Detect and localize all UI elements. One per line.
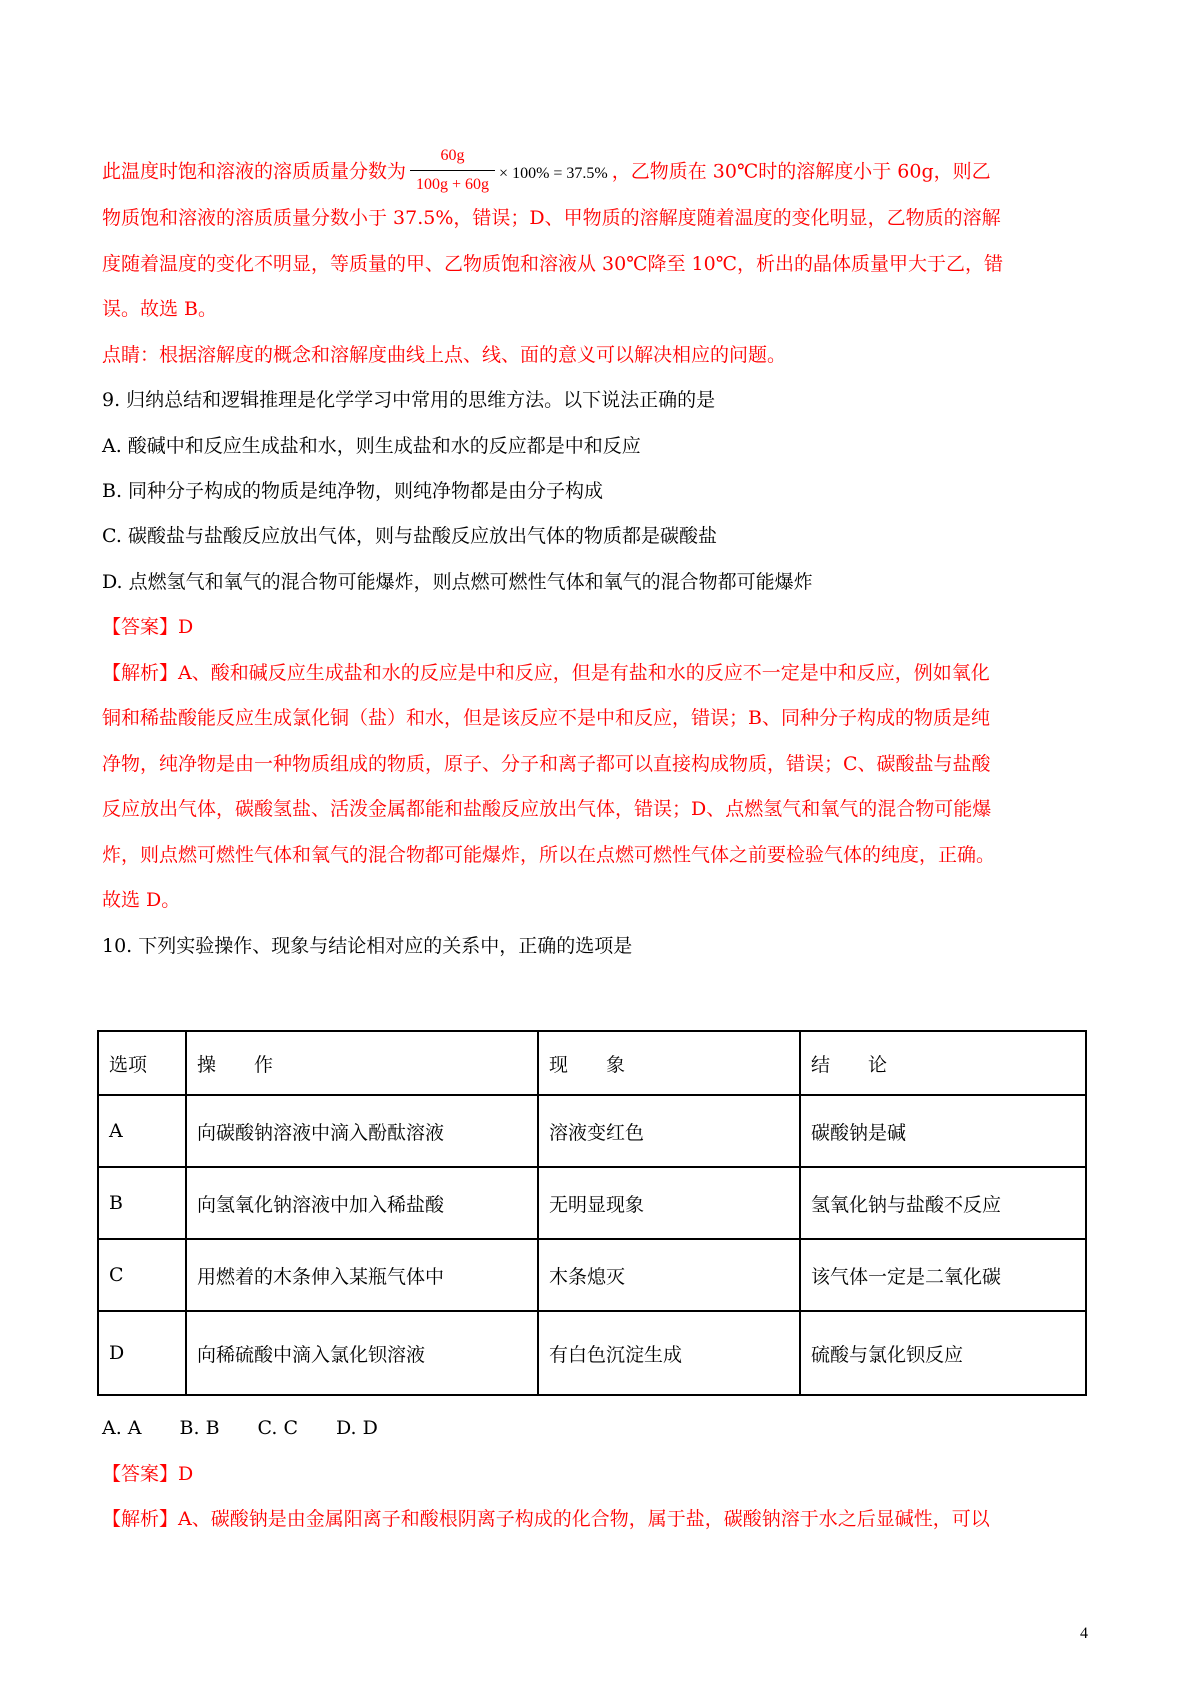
table-header-cell: 操 作 <box>186 1031 538 1095</box>
table-cell: A <box>98 1095 186 1167</box>
table-cell: 溶液变红色 <box>538 1095 800 1167</box>
intro-line-1 <box>102 146 991 199</box>
table-cell: B <box>98 1167 186 1239</box>
intro-line-1-suffix: ，乙物质在 30℃时的溶解度小于 60g，则乙 <box>611 160 991 183</box>
intro-line-2: 物质饱和溶液的溶质质量分数小于 37.5%，错误；D、甲物质的溶解度随着温度的变化明显，乙物质的溶解 <box>102 207 1001 229</box>
table-header-row <box>98 1031 1086 1095</box>
table-cell: 用燃着的木条伸入某瓶气体中 <box>186 1239 538 1311</box>
question-10-stem: 10. 下列实验操作、现象与结论相对应的关系中，正确的选项是 <box>102 935 633 957</box>
fraction-denominator: 100g + 60g <box>416 176 490 193</box>
table-cell: 向稀硫酸中滴入氯化钡溶液 <box>186 1311 538 1395</box>
table-row <box>98 1167 1086 1239</box>
question-9-analysis-line-2: 铜和稀盐酸能反应生成氯化铜（盐）和水，但是该反应不是中和反应，错误；B、同种分子构成的物质是纯 <box>102 707 990 729</box>
table-cell: 向氢氧化钠溶液中加入稀盐酸 <box>186 1167 538 1239</box>
table-cell: 碳酸钠是碱 <box>800 1095 1086 1167</box>
table-cell: 该气体一定是二氧化碳 <box>800 1239 1086 1311</box>
question-9-analysis-line-1: 【解析】A、酸和碱反应生成盐和水的反应是中和反应，但是有盐和水的反应不一定是中和反应，例如氧化 <box>102 662 990 684</box>
table-cell: 木条熄灭 <box>538 1239 800 1311</box>
question-9-option-c: C. 碳酸盐与盐酸反应放出气体，则与盐酸反应放出气体的物质都是碳酸盐 <box>102 525 717 547</box>
fraction-numerator: 60g <box>410 144 495 171</box>
page-number: 4 <box>1080 1625 1088 1642</box>
table-cell: 无明显现象 <box>538 1167 800 1239</box>
question-10-analysis: 【解析】A、碳酸钠是由金属阳离子和酸根阴离子构成的化合物，属于盐，碳酸钠溶于水之后显碱性，可以 <box>102 1508 990 1530</box>
question-9-stem: 9. 归纳总结和逻辑推理是化学学习中常用的思维方法。以下说法正确的是 <box>102 389 716 411</box>
table-cell: 氢氧化钠与盐酸不反应 <box>800 1167 1086 1239</box>
question-10-answer: 【答案】D <box>102 1463 194 1485</box>
question-9-analysis-line-3: 净物，纯净物是由一种物质组成的物质，原子、分子和离子都可以直接构成物质，错误；C、碳酸盐与盐酸 <box>102 753 991 775</box>
table-row <box>98 1239 1086 1311</box>
fraction <box>410 144 495 197</box>
table-cell: 向碳酸钠溶液中滴入酚酞溶液 <box>186 1095 538 1167</box>
table-cell: D <box>98 1311 186 1395</box>
fraction-result: × 100% = 37.5% <box>499 164 608 182</box>
table-row <box>98 1311 1086 1395</box>
tip-text: 点睛：根据溶解度的概念和溶解度曲线上点、线、面的意义可以解决相应的问题。 <box>102 344 787 366</box>
question-9-option-d: D. 点燃氢气和氧气的混合物可能爆炸，则点燃可燃性气体和氧气的混合物都可能爆炸 <box>102 571 813 593</box>
table-cell: 有白色沉淀生成 <box>538 1311 800 1395</box>
question-9-analysis-line-6: 故选 D。 <box>102 889 181 911</box>
table-header-cell: 现 象 <box>538 1031 800 1095</box>
table-row <box>98 1095 1086 1167</box>
question-9-option-b: B. 同种分子构成的物质是纯净物，则纯净物都是由分子构成 <box>102 480 604 502</box>
intro-line-4: 误。故选 B。 <box>102 298 218 320</box>
question-9-answer: 【答案】D <box>102 616 194 638</box>
experiment-table <box>97 1030 1087 1396</box>
table-header-cell: 选项 <box>98 1031 186 1095</box>
question-9-analysis-line-4: 反应放出气体，碳酸氢盐、活泼金属都能和盐酸反应放出气体，错误；D、点燃氢气和氧气的混合物可能爆 <box>102 798 992 820</box>
table-cell: 硫酸与氯化钡反应 <box>800 1311 1086 1395</box>
table-header-cell: 结 论 <box>800 1031 1086 1095</box>
table-cell: C <box>98 1239 186 1311</box>
intro-frac-prefix: 此温度时饱和溶液的溶质质量分数为 <box>102 160 407 183</box>
question-9-analysis-line-5: 炸，则点燃可燃性气体和氧气的混合物都可能爆炸，所以在点燃可燃性气体之前要检验气体的纯度，正确。 <box>102 844 996 866</box>
question-10-choices: A. A B. B C. C D. D <box>102 1417 378 1439</box>
question-9-option-a: A. 酸碱中和反应生成盐和水，则生成盐和水的反应都是中和反应 <box>102 435 641 457</box>
intro-line-3: 度随着温度的变化不明显，等质量的甲、乙物质饱和溶液从 30℃降至 10℃，析出的晶体质量甲大于乙，错 <box>102 253 1003 275</box>
